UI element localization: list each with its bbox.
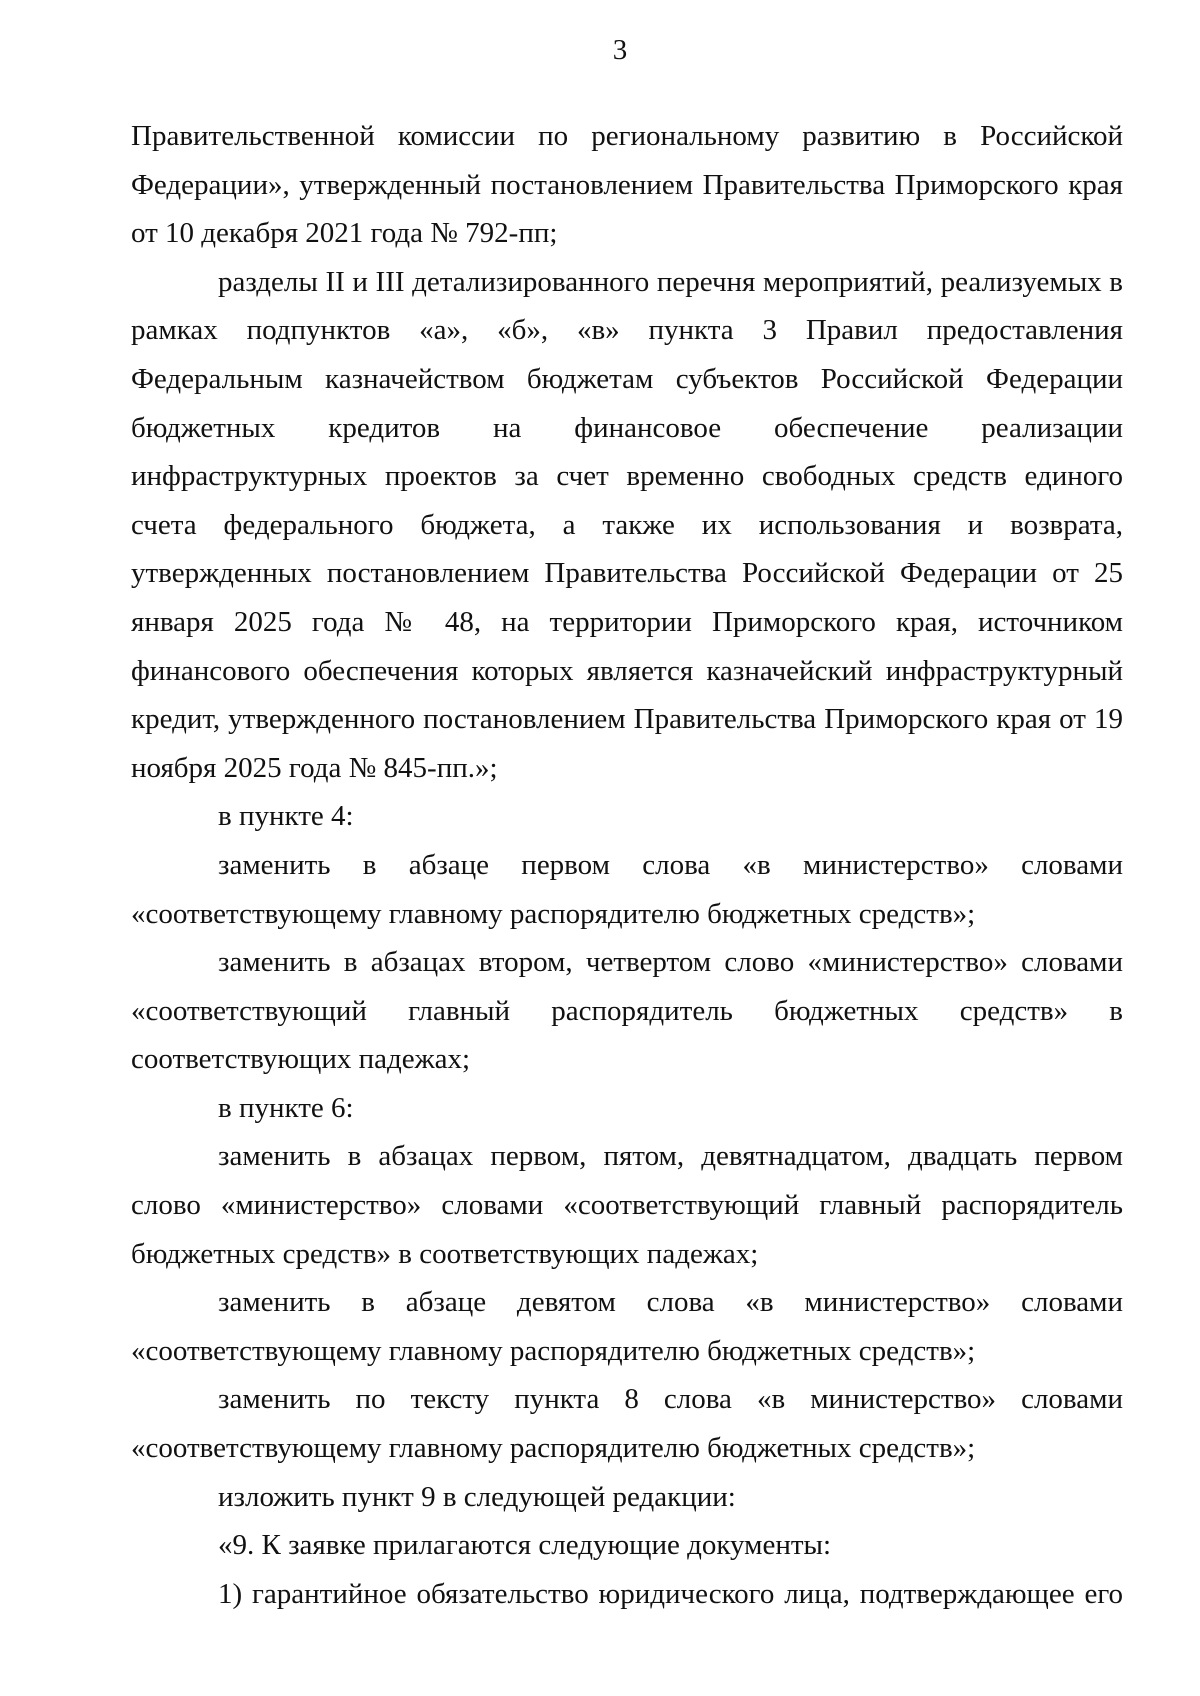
paragraph: в пункте 4: xyxy=(218,800,354,833)
paragraph: заменить в абзаце девятом слова «в министерство» словами «соответствующему главному распорядителю бюджетных средств»; xyxy=(131,1286,1123,1367)
paragraph: разделы II и III детализированного перечня мероприятий, реализуемых в рамках подпунктов «а», «б», «в» пункта 3 Правил предоставления Федеральным казначейством бюджетам субъектов Российской Федерации бюджетных кредитов на финансовое обеспечение реализации инфраструктурных проектов за счет временно свободных средств единого счета федерального бюджета, а также их использования и возврата, утвержденных постановлением Правительства Российской Федерации от 25 января 2025 года № 48, на территории Приморского края, источником финансового обеспечения которых является казначейский инфраструктурный кредит, утвержденного постановлением Правительства Приморского края от 19 ноября 2025 года № 845-пп.»; xyxy=(131,265,1123,784)
paragraph: «9. К заявке прилагаются следующие документы: xyxy=(218,1529,832,1562)
document-body xyxy=(131,112,1123,1618)
paragraph: заменить в абзацах втором, четвертом слово «министерство» словами «соответствующий главный распорядитель бюджетных средств» в соответствующих падежах; xyxy=(131,946,1123,1076)
paragraph: заменить в абзацах первом, пятом, девятнадцатом, двадцать первом слово «министерство» словами «соответствующий главный распорядитель бюджетных средств» в соответствующих падежах; xyxy=(131,1140,1123,1270)
paragraph: изложить пункт 9 в следующей редакции: xyxy=(218,1480,736,1513)
paragraph: 1) гарантийное обязательство юридического лица, подтверждающее его xyxy=(218,1577,1123,1610)
paragraph: заменить в абзаце первом слова «в министерство» словами «соответствующему главному распорядителю бюджетных средств»; xyxy=(131,848,1123,930)
paragraph: в пункте 6: xyxy=(218,1091,354,1124)
paragraph: Правительственной комиссии по региональному развитию в Российской Федерации», утвержденный постановлением Правительства Приморского края от 10 декабря 2021 года № 792-пп; xyxy=(131,120,1123,250)
page-number: 3 xyxy=(612,34,628,66)
paragraph: заменить по тексту пункта 8 слова «в министерство» словами «соответствующему главному распорядителю бюджетных средств»; xyxy=(131,1383,1123,1465)
